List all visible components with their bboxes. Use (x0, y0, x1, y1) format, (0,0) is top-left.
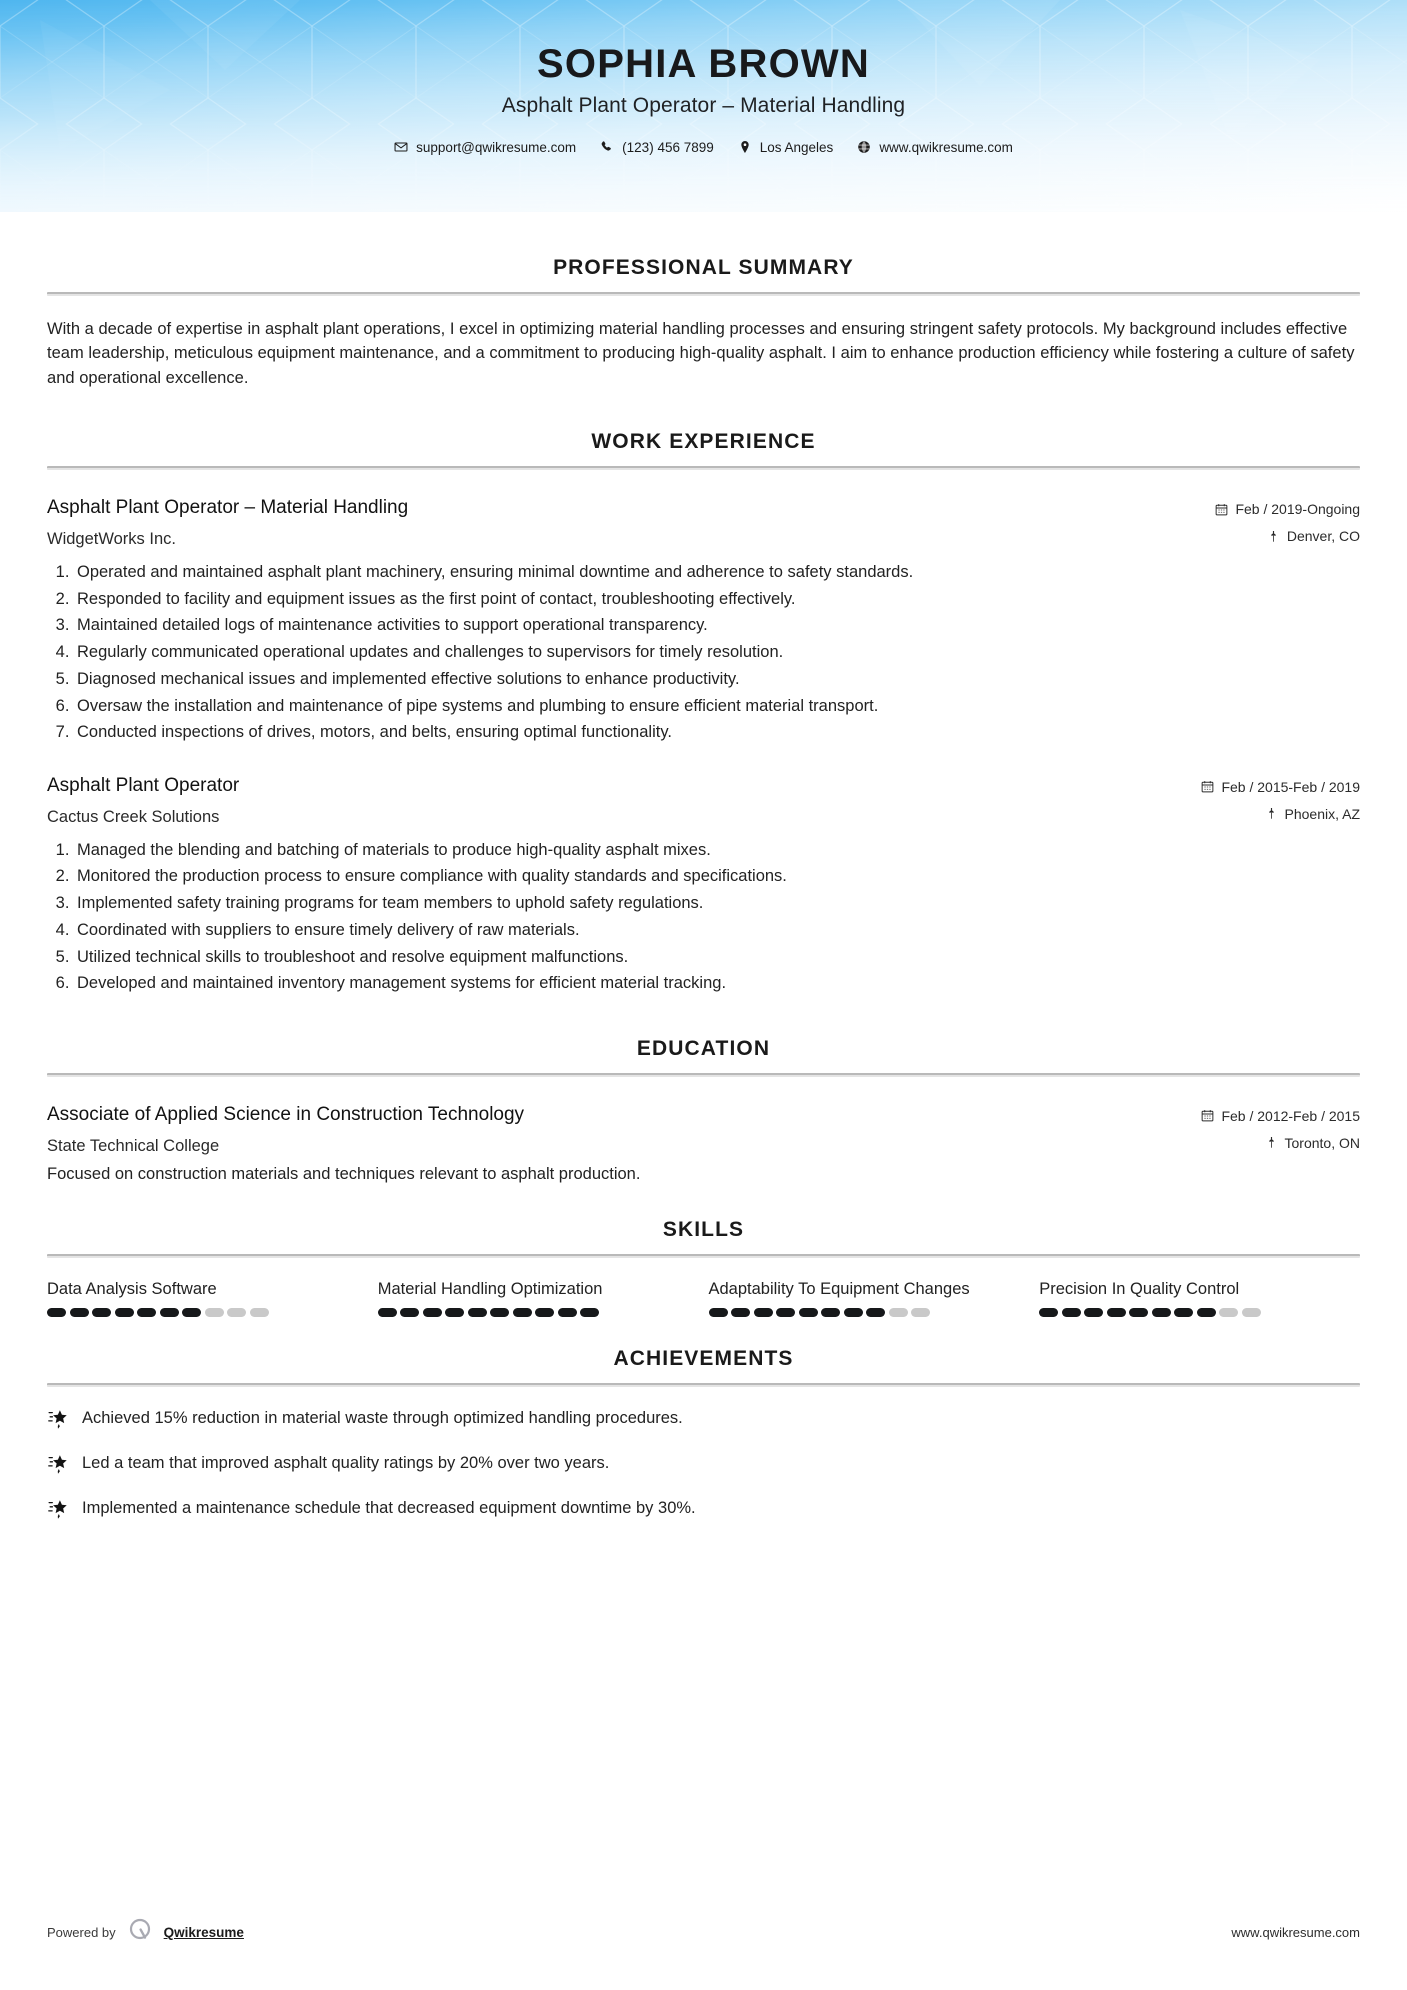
achievement-item (47, 1452, 1360, 1475)
footer-brand-group (47, 1917, 244, 1948)
skill-item (1039, 1278, 1360, 1318)
section-divider (47, 292, 1360, 296)
star-burst-icon (47, 1453, 69, 1475)
section-divider (47, 1073, 1360, 1077)
map-pin-icon (1267, 530, 1280, 543)
skill-item (47, 1278, 368, 1318)
work-location (1201, 806, 1360, 822)
work-location-text: Phoenix, AZ (1284, 805, 1360, 822)
globe-icon (857, 140, 871, 154)
skill-pip (821, 1308, 840, 1317)
skill-name: Adaptability To Equipment Changes (708, 1279, 970, 1298)
skill-pip (754, 1308, 773, 1317)
section-divider (47, 1254, 1360, 1258)
work-location (1215, 528, 1360, 544)
work-bullet: 3. Implemented safety training programs for team members to uphold safety regulations. (74, 890, 1360, 917)
location-pin-icon (738, 140, 752, 154)
education-degree: Associate of Applied Science in Construction Technology (47, 1103, 525, 1125)
skill-pip (400, 1308, 419, 1317)
achievement-text: Achieved 15% reduction in material waste through optimized handling procedures. (82, 1409, 683, 1428)
section-education (47, 1037, 1360, 1184)
skill-pip (378, 1308, 397, 1317)
powered-by-label: Powered by (47, 1925, 116, 1940)
work-date (1215, 501, 1360, 517)
skill-pip (1174, 1308, 1193, 1317)
star-burst-icon (47, 1498, 69, 1520)
contact-location-text: Los Angeles (759, 139, 834, 155)
work-bullet: 6. Developed and maintained inventory management systems for efficient material tracking. (74, 970, 1360, 997)
achievement-item (47, 1497, 1360, 1520)
skill-item (709, 1278, 1030, 1318)
skill-pip (731, 1308, 750, 1317)
skill-pip (205, 1308, 224, 1317)
skill-pip (1129, 1308, 1148, 1317)
map-pin-icon (1265, 807, 1278, 820)
skill-pip (92, 1308, 111, 1317)
achievement-item (47, 1407, 1360, 1430)
section-title-summary: PROFESSIONAL SUMMARY (553, 256, 854, 279)
skill-pip (250, 1308, 269, 1317)
skill-pip (866, 1308, 885, 1317)
qwikresume-link[interactable]: Qwikresume (163, 1925, 244, 1940)
calendar-icon (1215, 503, 1228, 516)
skill-pip (70, 1308, 89, 1317)
resume-header (0, 0, 1407, 212)
work-bullet: 6. Oversaw the installation and maintenance of pipe systems and plumbing to ensure efficient material transport. (74, 693, 1360, 720)
skill-rating (1039, 1308, 1346, 1317)
work-bullet: 7. Conducted inspections of drives, motors, and belts, ensuring optimal functionality. (74, 719, 1360, 746)
skill-pip (535, 1308, 554, 1317)
skill-pip (799, 1308, 818, 1317)
work-bullet: 2. Responded to facility and equipment issues as the first point of contact, troubleshooting effectively. (74, 586, 1360, 613)
section-work-experience (47, 430, 1360, 997)
work-bullet: 1. Managed the blending and batching of materials to produce high-quality asphalt mixes. (74, 837, 1360, 864)
skill-rating (47, 1308, 354, 1317)
star-burst-icon (47, 1408, 69, 1430)
skill-pip (889, 1308, 908, 1317)
section-title-work: WORK EXPERIENCE (591, 430, 816, 454)
work-bullet: 5. Utilized technical skills to troubleshoot and resolve equipment malfunctions. (74, 944, 1360, 971)
skill-pip (776, 1308, 795, 1317)
skill-pip (182, 1308, 201, 1317)
education-note: Focused on construction materials and techniques relevant to asphalt production. (47, 1164, 641, 1183)
skill-pip (115, 1308, 134, 1317)
skill-pip (1039, 1308, 1058, 1317)
work-bullet: 2. Monitored the production process to ensure compliance with quality standards and specifications. (74, 863, 1360, 890)
skill-pip (709, 1308, 728, 1317)
skill-pip (1242, 1308, 1261, 1317)
candidate-job-title: Asphalt Plant Operator – Material Handling (501, 93, 906, 117)
work-bullet: 4. Coordinated with suppliers to ensure timely delivery of raw materials. (74, 917, 1360, 944)
work-role: Asphalt Plant Operator (47, 774, 240, 796)
work-date-text: Feb / 2019-Ongoing (1235, 501, 1360, 518)
skill-pip (1219, 1308, 1238, 1317)
skill-rating (709, 1308, 1016, 1317)
contact-email-text: support@qwikresume.com (416, 139, 577, 155)
section-divider (47, 1383, 1360, 1387)
skill-pip (445, 1308, 464, 1317)
education-entry (47, 1103, 1360, 1184)
calendar-icon (1201, 780, 1214, 793)
skill-pip (513, 1308, 532, 1317)
skill-pip (1152, 1308, 1171, 1317)
skill-name: Material Handling Optimization (377, 1279, 603, 1298)
work-date-text: Feb / 2015-Feb / 2019 (1221, 778, 1360, 795)
contact-location[interactable] (738, 140, 834, 155)
skill-item (378, 1278, 699, 1318)
section-skills (47, 1218, 1360, 1318)
section-title-education: EDUCATION (636, 1036, 771, 1060)
contact-email[interactable] (394, 140, 576, 155)
skill-pip (911, 1308, 930, 1317)
education-date-text: Feb / 2012-Feb / 2015 (1221, 1107, 1360, 1124)
work-bullet: 4. Regularly communicated operational updates and challenges to supervisors for timely resolution. (74, 639, 1360, 666)
section-title-achievements: ACHIEVEMENTS (613, 1347, 794, 1371)
work-role: Asphalt Plant Operator – Material Handling (47, 497, 409, 519)
work-bullet: 3. Maintained detailed logs of maintenance activities to support operational transparency. (74, 612, 1360, 639)
candidate-name: SOPHIA BROWN (537, 42, 870, 86)
contact-row (0, 140, 1407, 155)
skill-rating (378, 1308, 685, 1317)
qwikresume-logo-icon (127, 1917, 153, 1948)
achievement-text: Led a team that improved asphalt quality ratings by 20% over two years. (82, 1454, 610, 1473)
contact-website[interactable] (857, 140, 1013, 155)
section-professional-summary (47, 256, 1360, 390)
skill-pip (490, 1308, 509, 1317)
work-bullets (47, 559, 1360, 746)
achievements-list (47, 1407, 1360, 1520)
education-school: State Technical College (47, 1136, 220, 1155)
skill-pip (137, 1308, 156, 1317)
skill-pip (1197, 1308, 1216, 1317)
skill-name: Precision In Quality Control (1039, 1279, 1240, 1298)
work-bullets (47, 837, 1360, 997)
contact-website-text: www.qwikresume.com (879, 139, 1013, 155)
work-bullet: 5. Diagnosed mechanical issues and implemented effective solutions to enhance productivity. (74, 666, 1360, 693)
skill-pip (468, 1308, 487, 1317)
skill-pip (47, 1308, 66, 1317)
work-date (1201, 779, 1360, 795)
skill-name: Data Analysis Software (47, 1279, 217, 1298)
footer-url: www.qwikresume.com (1231, 1925, 1360, 1940)
education-location (1201, 1135, 1360, 1151)
achievement-text: Implemented a maintenance schedule that decreased equipment downtime by 30%. (82, 1499, 696, 1518)
skill-pip (1084, 1308, 1103, 1317)
section-divider (47, 466, 1360, 470)
skill-pip (423, 1308, 442, 1317)
contact-phone-text: (123) 456 7899 (622, 139, 714, 155)
section-achievements (47, 1347, 1360, 1520)
page-footer (47, 1917, 1360, 1948)
skill-pip (1062, 1308, 1081, 1317)
skill-pip (160, 1308, 179, 1317)
contact-phone[interactable] (600, 140, 714, 155)
section-title-skills: SKILLS (662, 1217, 745, 1241)
work-organization: WidgetWorks Inc. (47, 529, 176, 548)
work-organization: Cactus Creek Solutions (47, 807, 220, 826)
summary-text: With a decade of expertise in asphalt plant operations, I excel in optimizing material handling processes and ensuring stringent safety protocols. My background includes effective team leadership, meticulous equipment maintenance, and a commitment to producing high-quality asphalt. I aim to enhance production efficiency while fostering a culture of safety and operational excellence. (47, 320, 1355, 387)
calendar-icon (1201, 1109, 1214, 1122)
skills-grid (47, 1278, 1360, 1318)
skill-pip (844, 1308, 863, 1317)
work-location-text: Denver, CO (1286, 528, 1360, 545)
skill-pip (580, 1308, 599, 1317)
education-date (1201, 1108, 1360, 1124)
work-entry (47, 774, 1360, 997)
skill-pip (1107, 1308, 1126, 1317)
work-bullet: 1. Operated and maintained asphalt plant machinery, ensuring minimal downtime and adherence to safety standards. (74, 559, 1360, 586)
skill-pip (558, 1308, 577, 1317)
map-pin-icon (1265, 1136, 1278, 1149)
phone-icon (600, 140, 614, 154)
envelope-icon (394, 140, 408, 154)
education-location-text: Toronto, ON (1284, 1134, 1360, 1151)
work-entry (47, 496, 1360, 746)
skill-pip (227, 1308, 246, 1317)
